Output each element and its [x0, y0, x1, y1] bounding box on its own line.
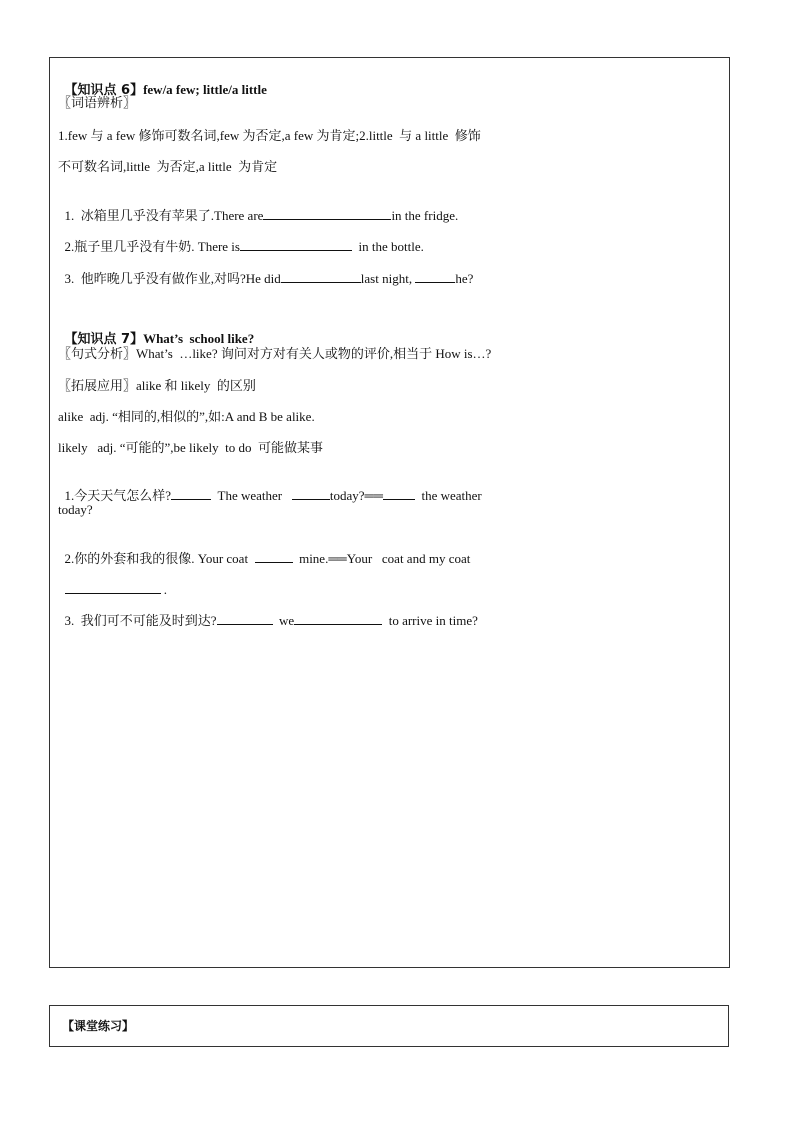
s7-ex3-a: 3. 我们可不可能及时到达? — [64, 613, 217, 628]
s7-ex2-blank-1[interactable] — [255, 550, 293, 563]
s7-ex1-blank-3[interactable] — [383, 487, 415, 500]
section7-exercise-3 — [58, 596, 478, 629]
section7-extension: 〖拓展应用〗alike 和 likely 的区别 — [58, 378, 256, 393]
section7-heading — [58, 315, 254, 348]
s7-ex1-d: the weather — [414, 488, 482, 503]
s7-ex1-blank-1[interactable] — [171, 487, 211, 500]
section6-exercise-2 — [58, 222, 424, 255]
section7-analysis: 〖句式分析〗What’s …like? 询问对方对有关人或物的评价,相当于 How is…? — [58, 346, 492, 361]
practice-heading: 【课堂练习】 — [62, 1019, 135, 1033]
s7-ex2-b: mine.══Your coat and my coat — [292, 551, 471, 566]
section7-exercise-2 — [58, 534, 470, 567]
s7-ex1-blank-2[interactable] — [292, 487, 330, 500]
s7-ex2-a: 2.你的外套和我的很像. Your coat — [64, 551, 255, 566]
section6-subheading: 〖词语辨析〗 — [58, 96, 137, 111]
s7-ex1-c: today?══ — [329, 488, 383, 503]
s7-ex1-b: The weather — [211, 488, 292, 503]
s7-ex3-blank-2[interactable] — [294, 612, 382, 625]
section7-heading-text: What’s school like? — [143, 331, 255, 346]
s7-ex3-blank-1[interactable] — [217, 612, 273, 625]
s7-ex1-a: 1.今天天气怎么样? — [64, 488, 172, 503]
section6-heading — [58, 66, 267, 99]
section6-desc-line2: 不可数名词,little 为否定,a little 为肯定 — [58, 159, 278, 174]
ex2-text-after: in the bottle. — [351, 239, 424, 254]
section7-exercise-1 — [58, 471, 482, 504]
section7-heading-bracket: 【知识点 7】 — [64, 332, 144, 347]
s7-ex2-blank-2[interactable] — [65, 581, 161, 594]
ex1-blank[interactable] — [263, 207, 391, 220]
section6-exercise-1 — [58, 191, 458, 224]
s7-ex3-b: we — [272, 613, 295, 628]
ex2-blank[interactable] — [240, 238, 352, 251]
section6-heading-text: few/a few; little/a little — [143, 82, 267, 97]
ex3-text-after: he? — [455, 271, 474, 286]
classroom-practice-box — [49, 1005, 729, 1047]
ex3-blank-1[interactable] — [281, 270, 361, 283]
section7-alike: alike adj. “相同的,相似的”,如:A and B be alike. — [58, 409, 315, 424]
ex3-text-before: 3. 他昨晚几乎没有做作业,对吗?He did — [64, 271, 281, 286]
section7-exercise-2-cont — [58, 565, 167, 598]
s7-ex3-c: to arrive in time? — [382, 613, 478, 628]
ex1-text-before: 1. 冰箱里几乎没有苹果了.There are — [64, 208, 264, 223]
section6-desc-line1: 1.few 与 a few 修饰可数名词,few 为否定,a few 为肯定;2.little 与 a little 修饰 — [58, 128, 481, 143]
section6-heading-bracket: 【知识点 6】 — [64, 83, 144, 98]
ex1-text-after: in the fridge. — [391, 208, 459, 223]
section6-exercise-3 — [58, 254, 473, 287]
ex2-text-before: 2.瓶子里几乎没有牛奶. There is — [64, 239, 240, 254]
section7-exercise-1-cont: today? — [58, 502, 93, 517]
ex3-text-mid: last night, — [360, 271, 416, 286]
ex3-blank-2[interactable] — [415, 270, 455, 283]
s7-ex2-c: . — [160, 582, 167, 597]
section7-likely: likely adj. “可能的”,be likely to do 可能做某事 — [58, 440, 324, 455]
